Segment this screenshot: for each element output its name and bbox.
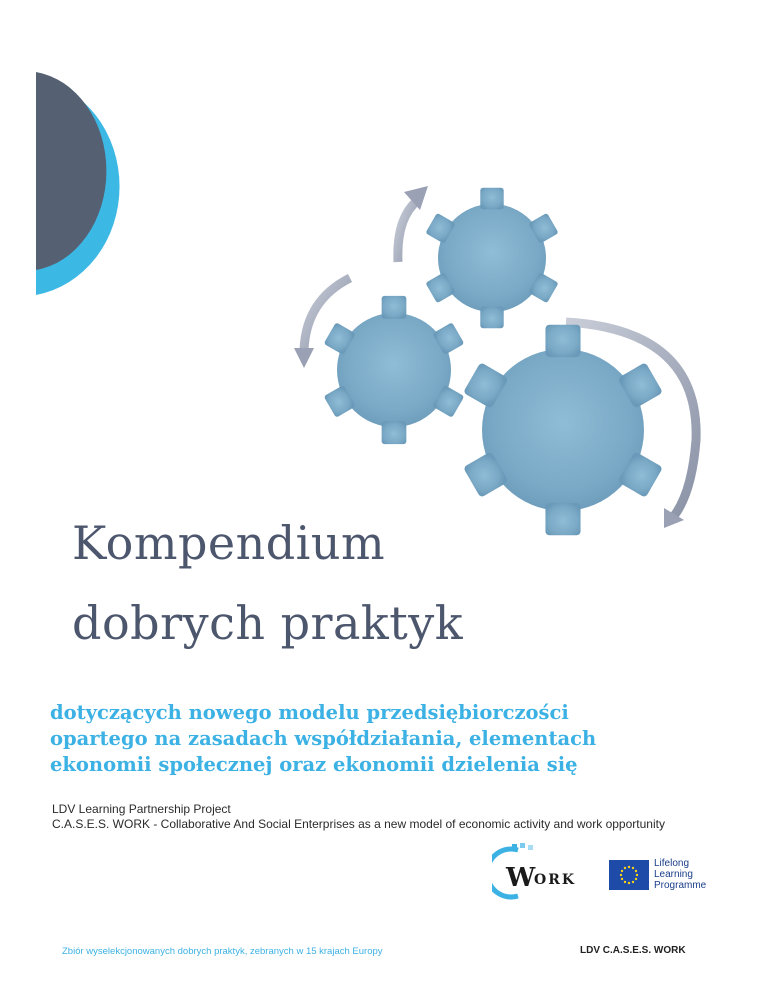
work-logo-icon xyxy=(492,842,594,900)
svg-text:ORK: ORK xyxy=(534,872,576,888)
eu-programme-text xyxy=(654,858,706,891)
gears-illustration-icon xyxy=(280,180,720,540)
footer-left-text: Zbiór wyselekcjonowanych dobrych praktyk, zebranych w 15 krajach Europy xyxy=(62,946,383,957)
subtitle xyxy=(50,700,740,778)
decorative-semicircles-icon xyxy=(0,0,150,310)
title-line-2: dobrych praktyk xyxy=(72,596,464,650)
title-line-1: Kompendium xyxy=(72,516,386,570)
footer-right-text: LDV C.A.S.E.S. WORK xyxy=(580,945,686,956)
subtitle-line-1: dotyczących nowego modelu przedsiębiorczości xyxy=(50,701,569,724)
eu-text-line-2: Learning xyxy=(654,869,693,880)
eu-text-line-1: Lifelong xyxy=(654,858,690,869)
eu-flag-icon xyxy=(609,860,649,890)
project-line-1: LDV Learning Partnership Project xyxy=(52,802,231,816)
svg-text:W: W xyxy=(506,863,536,893)
work-logo xyxy=(492,842,594,900)
eu-lifelong-learning-logo xyxy=(609,858,706,891)
project-info xyxy=(52,802,665,832)
gear-small-left xyxy=(324,296,465,444)
arrow-top-icon xyxy=(398,200,418,262)
subtitle-line-2: opartego na zasadach współdziałania, elementach xyxy=(50,727,597,750)
eu-text-line-3: Programme xyxy=(654,880,707,891)
subtitle-line-3: ekonomii społecznej oraz ekonomii dzielenia się xyxy=(50,753,578,776)
gear-small-top xyxy=(425,188,558,328)
project-line-2: C.A.S.E.S. WORK - Collaborative And Social Enterprises as a new model of economic activity and work opportunity xyxy=(52,817,665,831)
gear-large xyxy=(463,325,663,536)
